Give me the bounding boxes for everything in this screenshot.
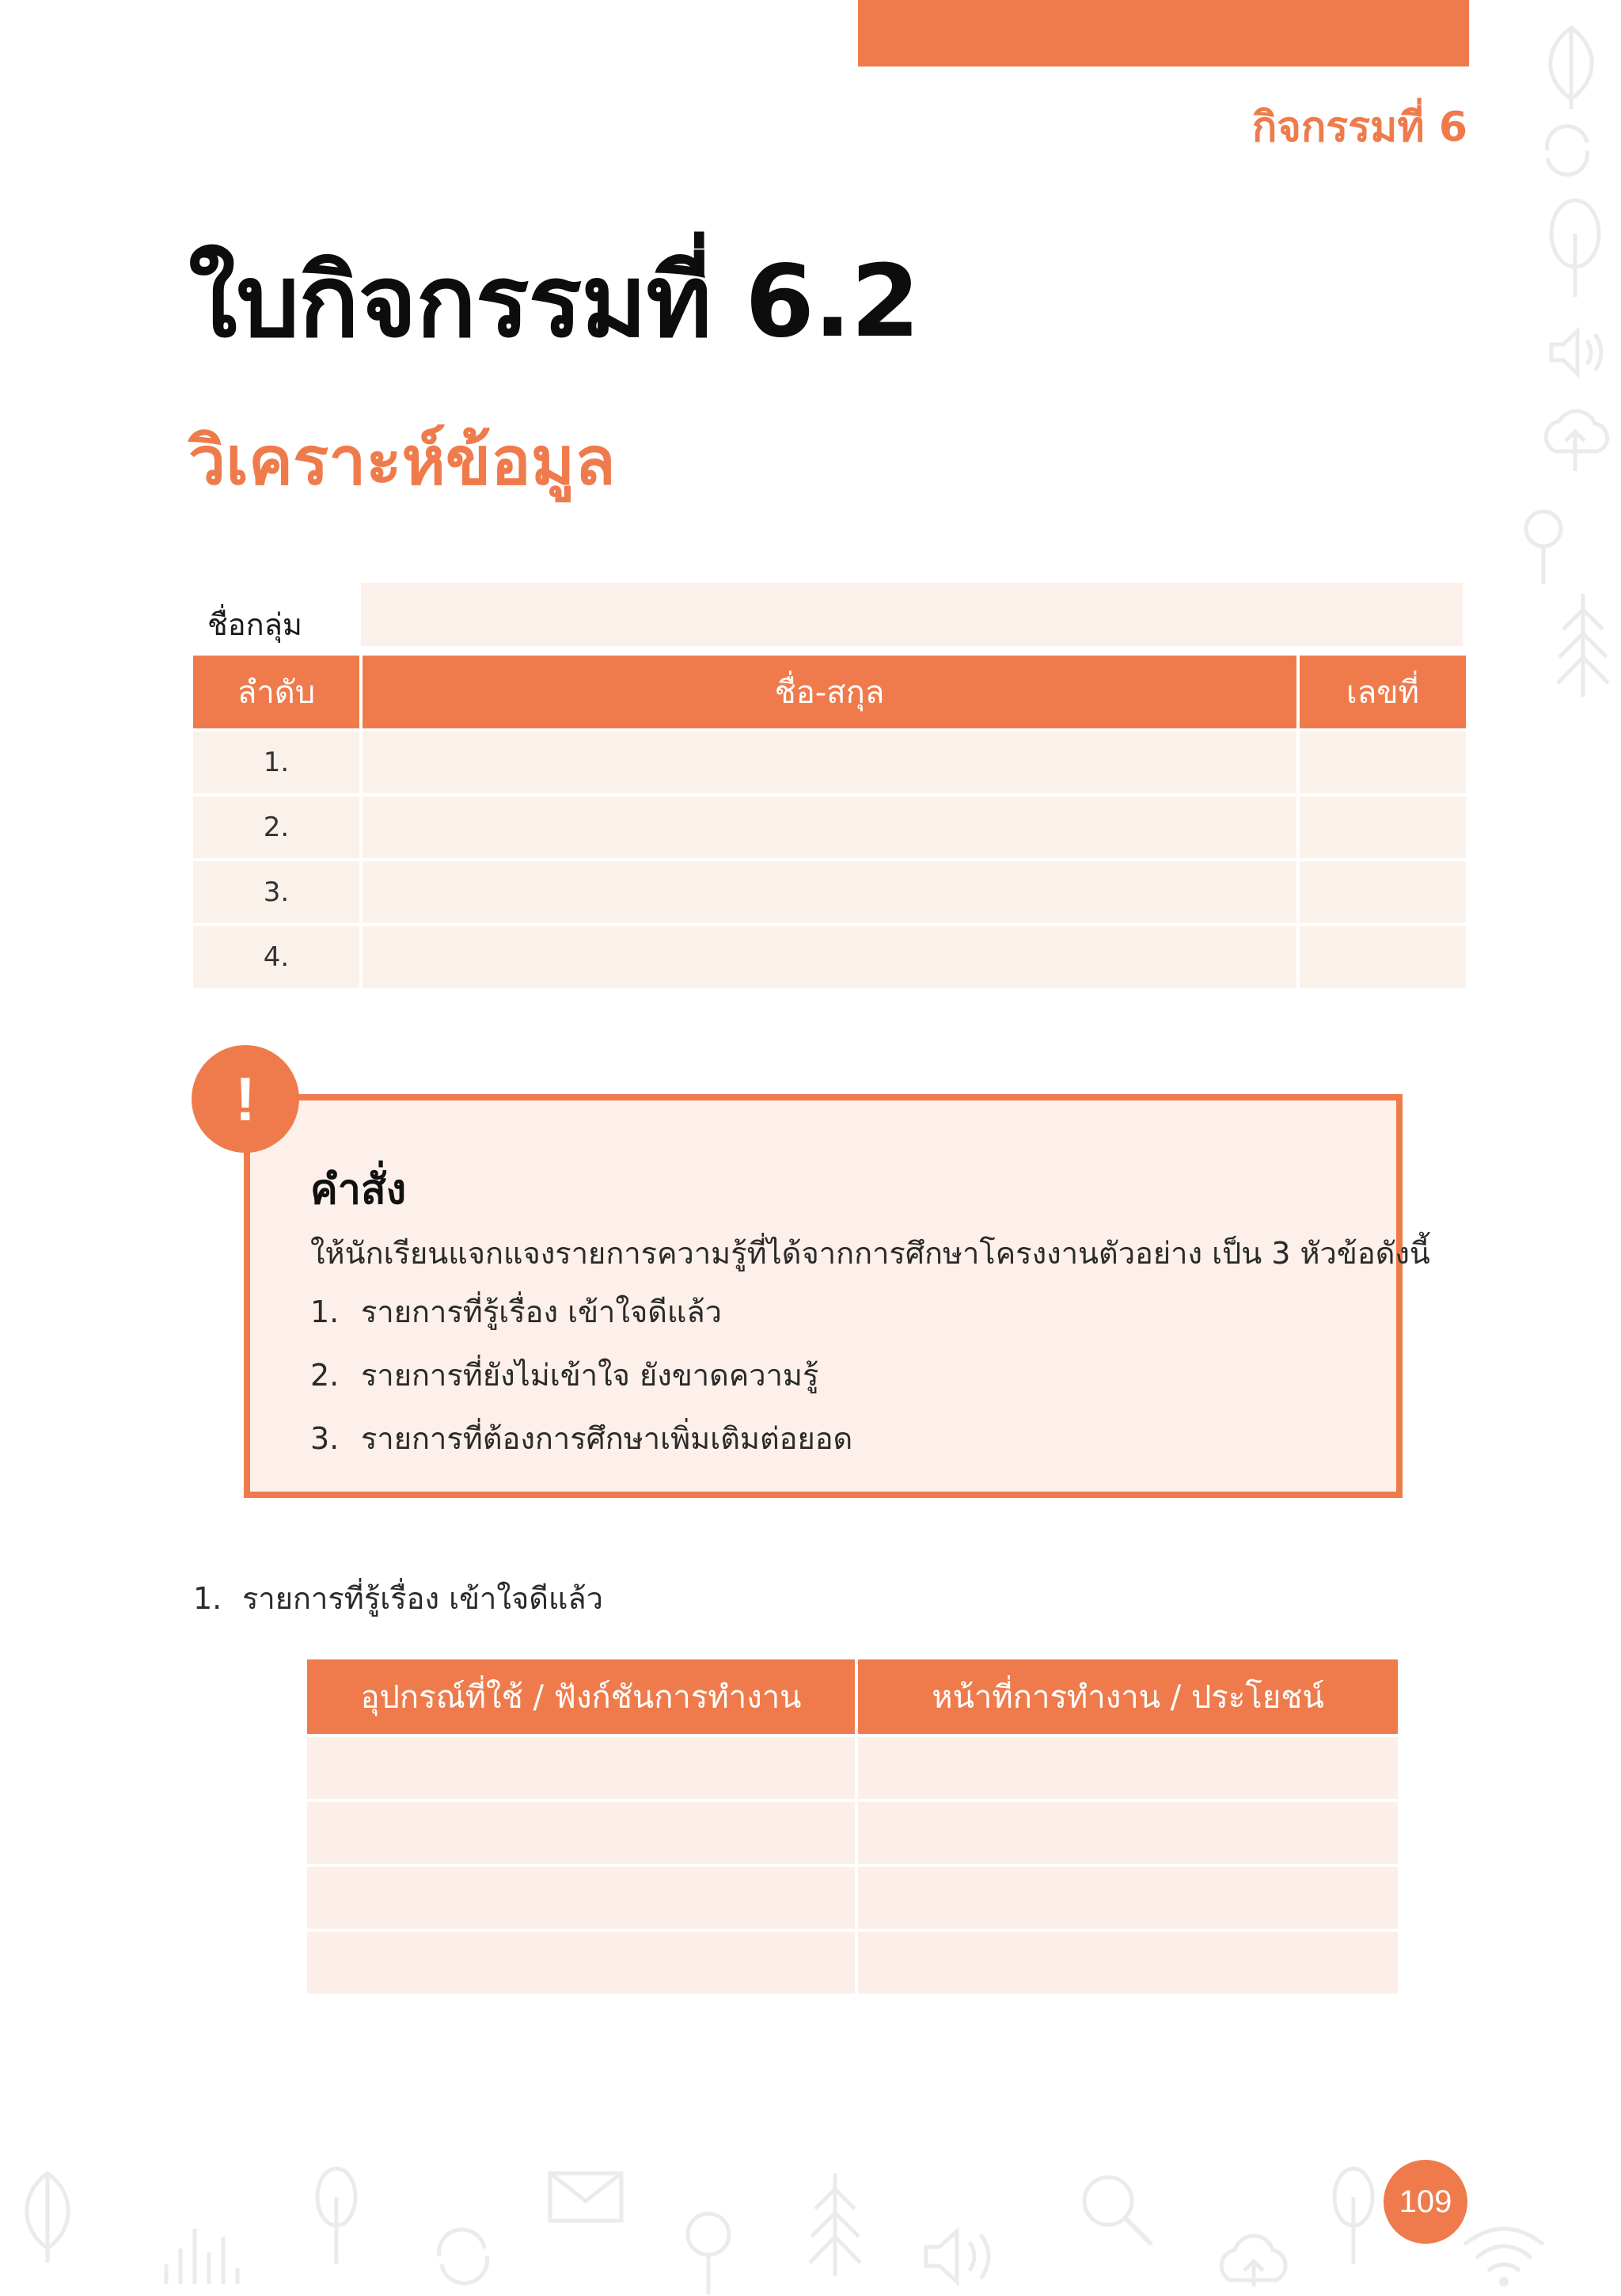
table-row	[307, 1735, 1398, 1800]
benefit-cell[interactable]	[856, 1930, 1398, 1994]
signal-bars-icon	[158, 2201, 245, 2288]
search-icon	[1076, 2169, 1156, 2248]
name-cell[interactable]	[361, 860, 1298, 925]
list-item	[310, 1292, 852, 1355]
leaf-icon	[1536, 24, 1607, 111]
row-order: 2.	[193, 795, 361, 860]
instruction-description: ให้นักเรียนแจกแจงรายการความรู้ที่ได้จากการศึกษาโครงงานตัวอย่าง เป็น 3 หัวข้อดังนี้	[310, 1236, 1430, 1271]
group-name-label: ชื่อกลุ่ม	[207, 607, 302, 642]
header-full-name: ชื่อ-สกุล	[361, 656, 1298, 730]
list-item-number: 3.	[310, 1421, 340, 1456]
refresh-icon	[1536, 119, 1599, 182]
tree-icon	[1330, 2165, 1377, 2268]
row-order: 4.	[193, 925, 361, 988]
name-cell[interactable]	[361, 925, 1298, 988]
list-item	[310, 1355, 852, 1419]
list-item-number: 1.	[310, 1294, 340, 1329]
equipment-cell[interactable]	[307, 1865, 856, 1930]
members-table	[193, 656, 1466, 988]
number-cell[interactable]	[1298, 925, 1466, 988]
refresh-icon	[427, 2225, 499, 2288]
equipment-cell[interactable]	[307, 1735, 856, 1800]
equipment-table	[307, 1659, 1398, 1994]
equipment-cell[interactable]	[307, 1800, 856, 1865]
tree-icon	[1520, 507, 1567, 586]
pine-tree-icon	[1551, 590, 1615, 701]
benefit-cell[interactable]	[856, 1865, 1398, 1930]
tree-icon	[681, 2209, 736, 2296]
row-order: 1.	[193, 730, 361, 795]
table-row	[307, 1800, 1398, 1865]
section-title: รายการที่รู้เรื่อง เข้าใจดีแล้ว	[242, 1581, 603, 1616]
benefit-cell[interactable]	[856, 1800, 1398, 1865]
instruction-list	[310, 1292, 852, 1482]
list-item	[310, 1419, 852, 1482]
number-cell[interactable]	[1298, 730, 1466, 795]
table-row	[193, 730, 1466, 795]
page-number: 109	[1384, 2160, 1467, 2244]
header-role-benefit: หน้าที่การทำงาน / ประโยชน์	[856, 1659, 1398, 1735]
benefit-cell[interactable]	[856, 1735, 1398, 1800]
tree-icon	[313, 2165, 360, 2268]
cloud-upload-icon	[1536, 396, 1615, 475]
name-cell[interactable]	[361, 730, 1298, 795]
section-heading	[193, 1574, 603, 1622]
table-row	[307, 1930, 1398, 1994]
header-equipment-function: อุปกรณ์ที่ใช้ / ฟังก์ชันการทำงาน	[307, 1659, 856, 1735]
tree-icon	[1543, 198, 1607, 301]
section-number: 1.	[193, 1581, 222, 1616]
list-item-text: รายการที่ต้องการศึกษาเพิ่มเติมต่อยอด	[361, 1421, 853, 1456]
number-cell[interactable]	[1298, 795, 1466, 860]
cloud-upload-icon	[1211, 2225, 1298, 2288]
pine-tree-icon	[803, 2169, 867, 2280]
equipment-cell[interactable]	[307, 1930, 856, 1994]
speaker-icon	[1547, 325, 1611, 380]
table-row	[193, 860, 1466, 925]
header-accent-bar	[858, 0, 1469, 67]
header-student-number: เลขที่	[1298, 656, 1466, 730]
instruction-title: คำสั่ง	[310, 1166, 407, 1214]
sheet-title: ใบกิจกรรมที่ 6.2	[188, 243, 920, 359]
sheet-subtitle: วิเคราะห์ข้อมูล	[188, 422, 616, 500]
name-cell[interactable]	[361, 795, 1298, 860]
list-item-text: รายการที่รู้เรื่อง เข้าใจดีแล้ว	[361, 1294, 722, 1329]
table-row	[307, 1865, 1398, 1930]
header-order: ลำดับ	[193, 656, 361, 730]
leaf-icon	[16, 2169, 79, 2264]
list-item-number: 2.	[310, 1358, 340, 1393]
mail-icon	[546, 2169, 625, 2225]
activity-label: กิจกรรมที่ 6	[1251, 104, 1467, 151]
row-order: 3.	[193, 860, 361, 925]
exclamation-icon: !	[192, 1045, 299, 1153]
members-table-header	[193, 656, 1466, 730]
wifi-icon	[1456, 2217, 1551, 2288]
number-cell[interactable]	[1298, 860, 1466, 925]
table-row	[193, 795, 1466, 860]
list-item-text: รายการที่ยังไม่เข้าใจ ยังขาดความรู้	[361, 1358, 819, 1393]
speaker-icon	[922, 2225, 1009, 2288]
equipment-table-header	[307, 1659, 1398, 1735]
table-row	[193, 925, 1466, 988]
group-name-field[interactable]	[361, 583, 1463, 646]
